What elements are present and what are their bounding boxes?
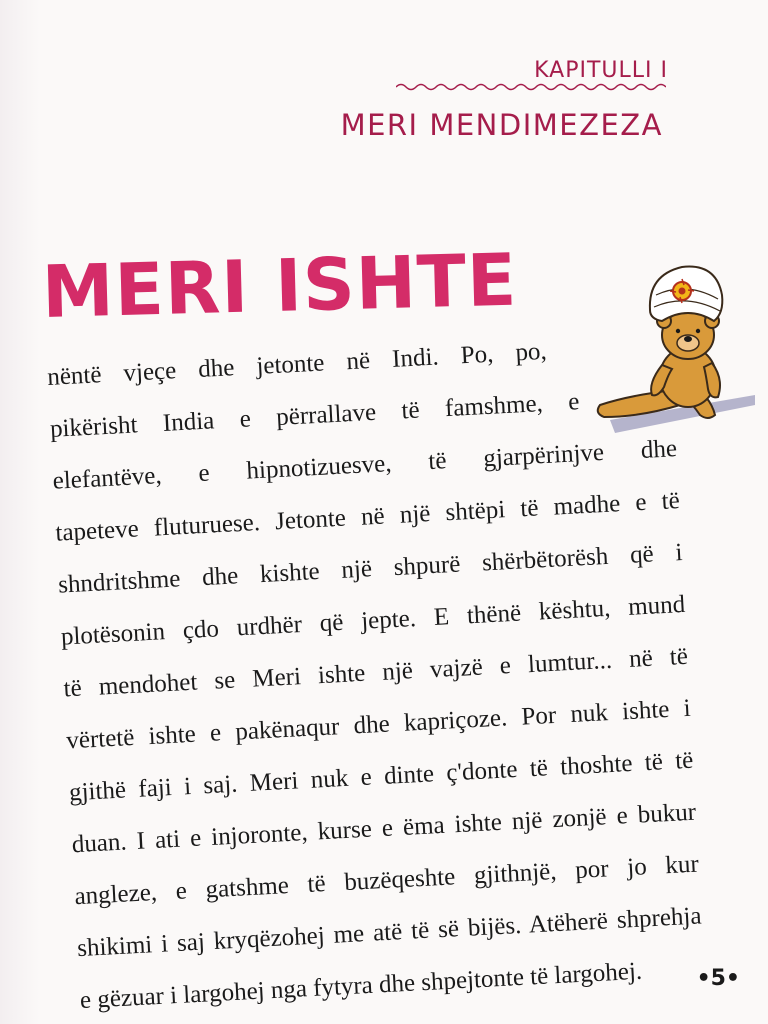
body-line: angleze, e gatshme të buzëqeshte gjithnjë, por jo kur <box>73 850 700 911</box>
body-line: tapeteve fluturuese. Jetonte në një shtëpi të madhe e të <box>54 487 681 547</box>
chapter-title: MERI MENDIMEZEZA <box>340 108 663 142</box>
page-number: •5• <box>696 966 740 991</box>
drop-heading: MERI ISHTE <box>40 237 519 334</box>
body-paragraph <box>46 319 706 1024</box>
decorative-squiggle <box>396 80 666 94</box>
body-line: elefantëve, e hipnotizuesve, të gjarpërinjve dhe <box>52 435 678 495</box>
body-line: të mendohet se Meri ishte një vajzë e lumtur... në të <box>62 642 689 703</box>
body-line: pikërisht India e përrallave të famshme, e <box>49 388 581 443</box>
body-line: gjithë faji i saj. Meri nuk e dinte ç'donte të thoshte të të <box>68 746 694 807</box>
body-line: nëntë vjeçe dhe jetonte në Indi. Po, po, <box>46 337 548 391</box>
body-line: e gëzuar i largohej nga fytyra dhe shpejtonte të largohej. <box>79 957 643 1015</box>
body-line: duan. I ati e injoronte, kurse e ëma ishte një zonjë e bukur <box>71 798 697 859</box>
body-line: plotësonin çdo urdhër që jepte. E thënë kështu, mund <box>60 590 686 651</box>
body-line: vërtetë ishte e pakënaqur dhe kapriçoze. Por nuk ishte i <box>65 694 692 755</box>
body-line: shikimi i saj kryqëzohej me atë të së bijës. Atëherë shprehja <box>76 902 703 963</box>
chapter-label: KAPITULLI I <box>534 58 668 83</box>
body-line: shndritshme dhe kishte një shpurë shërbëtorësh që i <box>57 538 684 599</box>
